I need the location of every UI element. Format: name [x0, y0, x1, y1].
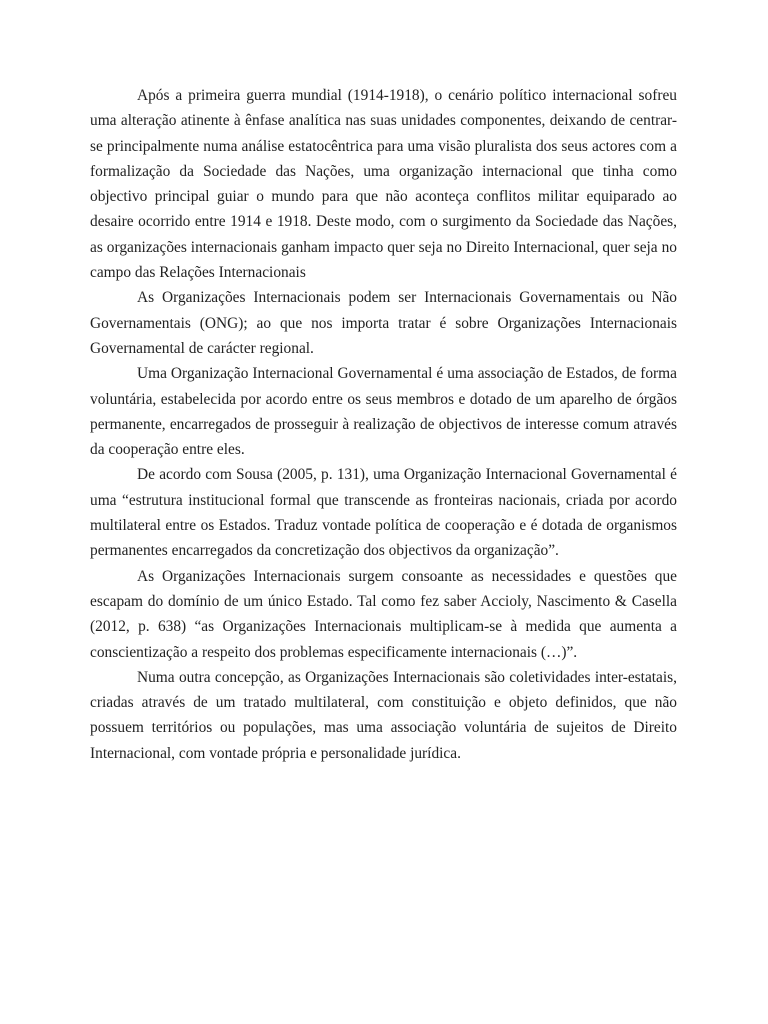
paragraph-3: Uma Organização Internacional Governamental é uma associação de Estados, de forma voluntária, estabelecida por acordo entre os seus membros e dotado de um aparelho de órgãos permanente, encarregados de prosseguir à realização de objectivos de interesse comum através da cooperação entre eles. [90, 365, 677, 459]
paragraph-2: As Organizações Internacionais podem ser Internacionais Governamentais ou Não Governamentais (ONG); ao que nos importa tratar é sobre Organizações Internacionais Governamental de carácter regional. [90, 289, 677, 357]
paragraph-6: Numa outra concepção, as Organizações Internacionais são coletividades inter-estatais, criadas através de um tratado multilateral, com constituição e objeto definidos, que não possuem territórios ou populações, mas uma associação voluntária de sujeitos de Direito Internacional, com vontade própria e personalidade jurídica. [90, 668, 677, 762]
paragraph-4: De acordo com Sousa (2005, p. 131), uma Organização Internacional Governamental é uma “estrutura institucional formal que transcende as fronteiras nacionais, criada por acordo multilateral entre os Estados. Traduz vontade política de cooperação e é dotada de organismos permanentes encarregados da concretização dos objectivos da organização”. [90, 466, 677, 560]
paragraph-1: Após a primeira guerra mundial (1914-1918), o cenário político internacional sofreu uma alteração atinente à ênfase analítica nas suas unidades componentes, deixando de centrar-se principalmente numa análise estatocêntrica para uma visão pluralista dos seus actores com a formalização da Sociedade das Nações, uma organização internacional que tinha como objectivo principal guiar o mundo para que não aconteça conflitos militar equiparado ao desaire ocorrido entre 1914 e 1918. Deste modo, com o surgimento da Sociedade das Nações, as organizações internacionais ganham impacto quer seja no Direito Internacional, quer seja no campo das Relações Internacionais [90, 87, 677, 282]
document-body [90, 83, 677, 766]
paragraph-5: As Organizações Internacionais surgem consoante as necessidades e questões que escapam do domínio de um único Estado. Tal como fez saber Accioly, Nascimento & Casella (2012, p. 638) “as Organizações Internacionais multiplicam-se à medida que aumenta a conscientização a respeito dos problemas especificamente internacionais (…)”. [90, 567, 677, 661]
